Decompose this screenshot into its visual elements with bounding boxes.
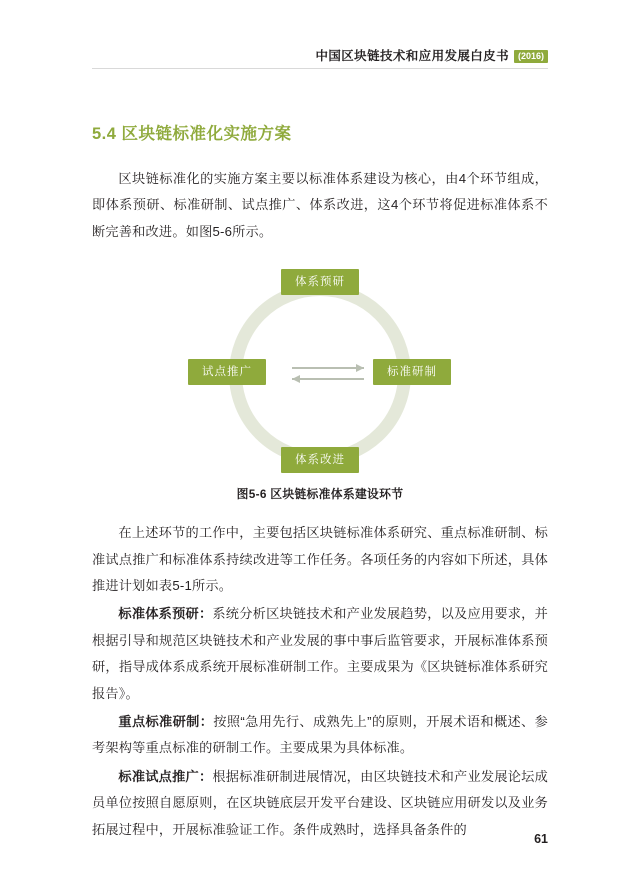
paragraph-lead-1: 标准体系预研：: [118, 606, 213, 622]
paragraph-intro: 区块链标准化的实施方案主要以标准体系建设为核心，由4个环节组成，即体系预研、标准研制、试点推广、体系改进，这4个环节将促进标准体系不断完善和改进。如图5-6所示。: [92, 171, 548, 239]
paragraph-pilot-promotion: [92, 764, 548, 843]
cycle-node-bottom: 体系改进: [281, 447, 359, 473]
header-divider: [92, 68, 548, 69]
figure-caption: 图5-6 区块链标准体系建设环节: [236, 487, 404, 502]
figure-cycle-diagram: [92, 263, 548, 481]
page-header: [0, 44, 640, 66]
cycle-node-left: 试点推广: [188, 359, 266, 385]
header-year-badge: (2016): [514, 50, 548, 63]
cycle-node-top: 体系预研: [281, 269, 359, 295]
paragraph-after-figure: 在上述环节的工作中，主要包括区块链标准体系研究、重点标准研制、标准试点推广和标准体系持续改进等工作任务。各项任务的内容如下所述，具体推进计划如表5-1所示。: [92, 525, 548, 594]
page-content: [92, 120, 548, 845]
page-number: 61: [534, 832, 548, 846]
header-title: 中国区块链技术和应用发展白皮书: [315, 49, 509, 63]
section-title: 5.4 区块链标准化实施方案: [92, 125, 292, 143]
paragraph-standard-system-pre-research: [92, 601, 548, 707]
paragraph-key-standard-development: [92, 709, 548, 762]
paragraph-text-1: 系统分析区块链技术和产业发展趋势，以及应用要求，并根据引导和规范区块链技术和产业发展的事中事后监管要求，开展标准体系预研，指导成体系成系统开展标准研制工作。主要成果为《区块链标准体系研究报告》。: [92, 606, 548, 701]
paragraph-lead-2: 重点标准研制：: [118, 714, 214, 730]
cycle-node-right: 标准研制: [373, 359, 451, 385]
paragraph-text-2: 按照“急用先行、成熟先上”的原则，开展术语和概述、参考架构等重点标准的研制工作。主要成果为具体标准。: [92, 714, 549, 756]
paragraph-text-3: 根据标准研制进展情况，由区块链技术和产业发展论坛成员单位按照自愿原则，在区块链底层开发平台建设、区块链应用研发以及业务拓展过程中，开展标准验证工作。条件成熟时，选择具备条件的: [92, 768, 548, 837]
paragraph-lead-3: 标准试点推广：: [118, 768, 213, 784]
